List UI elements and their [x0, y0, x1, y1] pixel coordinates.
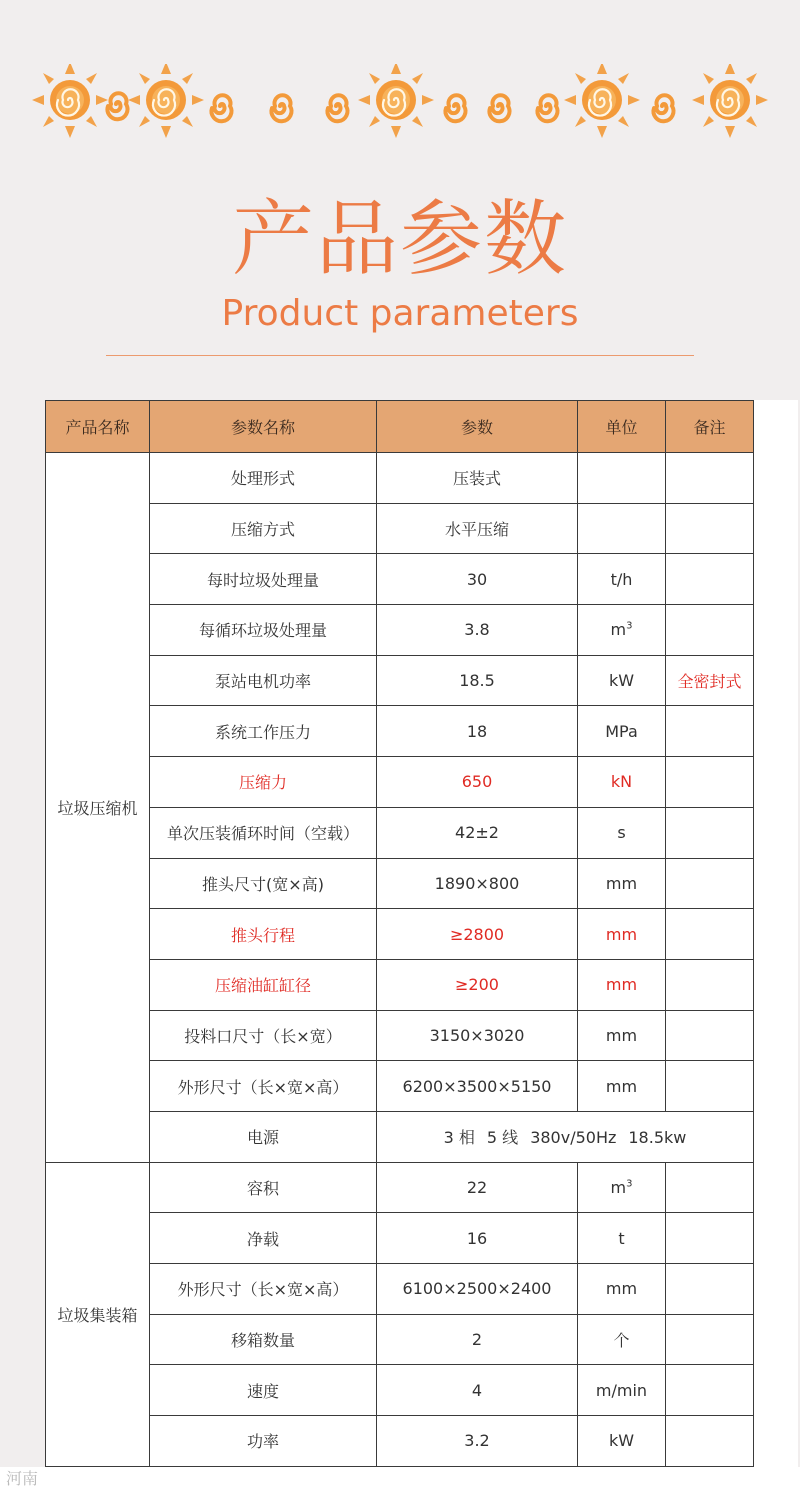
- table-row: [46, 1061, 754, 1112]
- sun-icon: [32, 64, 108, 138]
- table-row: [46, 959, 754, 1010]
- unit-text: m/min: [595, 1380, 648, 1400]
- table-row: [46, 655, 754, 706]
- unit-text: kW: [608, 1431, 635, 1451]
- table-row: [46, 1314, 754, 1365]
- unit-text: 个: [613, 1331, 630, 1351]
- table-row: [46, 503, 754, 554]
- param-value-cell: 2: [377, 1314, 578, 1365]
- spiral-icon: [537, 95, 557, 121]
- table-row-power: [46, 1111, 754, 1162]
- power-spec-part: 3 相: [443, 1128, 475, 1148]
- note-cell: [666, 706, 754, 757]
- param-name-cell: 容积: [150, 1162, 377, 1213]
- unit-cell: [578, 554, 666, 605]
- param-value-cell: 650: [377, 757, 578, 808]
- note-cell: [666, 1010, 754, 1061]
- table-header-row: [46, 401, 754, 453]
- decoration-strip: [0, 64, 800, 140]
- product-name-cell: 垃圾集装箱: [46, 1162, 150, 1466]
- note-cell: 全密封式: [666, 655, 754, 706]
- unit-text: mm: [605, 975, 638, 995]
- table-row: [46, 1264, 754, 1315]
- param-name-cell: 系统工作压力: [150, 706, 377, 757]
- unit-text: mm: [605, 1076, 638, 1096]
- note-cell: [666, 554, 754, 605]
- unit-cell: [578, 605, 666, 656]
- power-spec-cell: [377, 1111, 754, 1162]
- param-value-cell: 3.2: [377, 1416, 578, 1467]
- param-name-cell: 投料口尺寸（长×宽）: [150, 1010, 377, 1061]
- table-row: [46, 1416, 754, 1467]
- unit-text: s: [617, 823, 626, 843]
- header-param-value: 参数: [377, 401, 578, 453]
- note-cell: [666, 1416, 754, 1467]
- param-value-cell: 水平压缩: [377, 503, 578, 554]
- param-name-cell: 压缩油缸缸径: [150, 959, 377, 1010]
- param-value-cell: 3150×3020: [377, 1010, 578, 1061]
- unit-cell: [578, 453, 666, 504]
- note-cell: [666, 807, 754, 858]
- unit-cell: [578, 757, 666, 808]
- spiral-icon: [653, 95, 673, 121]
- unit-cell: [578, 1314, 666, 1365]
- table-row: [46, 453, 754, 504]
- note-cell: [666, 1162, 754, 1213]
- param-value-cell: 30: [377, 554, 578, 605]
- param-value-cell: 6200×3500×5150: [377, 1061, 578, 1112]
- page-title: 产品参数: [231, 192, 568, 287]
- table-row: [46, 1162, 754, 1213]
- sun-icon: [358, 64, 434, 138]
- note-cell: [666, 858, 754, 909]
- unit-text: m: [610, 620, 627, 640]
- table-row: [46, 706, 754, 757]
- param-name-cell: 压缩方式: [150, 503, 377, 554]
- param-value-cell: 4: [377, 1365, 578, 1416]
- param-name-cell: 速度: [150, 1365, 377, 1416]
- unit-text: mm: [605, 924, 638, 944]
- footer-text: 河南: [6, 1469, 39, 1488]
- param-value-cell: ≥2800: [377, 909, 578, 960]
- unit-cell: [578, 1416, 666, 1467]
- param-value-cell: 22: [377, 1162, 578, 1213]
- unit-cell: [578, 1213, 666, 1264]
- table-row: [46, 554, 754, 605]
- spiral-icon: [107, 93, 127, 119]
- param-value-cell: 3.8: [377, 605, 578, 656]
- unit-text: MPa: [605, 721, 638, 741]
- note-cell: [666, 1061, 754, 1112]
- power-spec-part: 5 线: [486, 1128, 519, 1148]
- param-name-cell: 压缩力: [150, 757, 377, 808]
- sun-icon: [564, 64, 640, 138]
- param-value-cell: 16: [377, 1213, 578, 1264]
- param-name-cell: 每循环垃圾处理量: [150, 605, 377, 656]
- unit-cell: [578, 807, 666, 858]
- unit-cell: [578, 1264, 666, 1315]
- table-row: [46, 909, 754, 960]
- note-cell: [666, 757, 754, 808]
- param-name-cell: 单次压装循环时间（空载）: [150, 807, 377, 858]
- param-name-cell: 处理形式: [150, 453, 377, 504]
- sun-icon: [692, 64, 768, 138]
- param-name-cell: 推头尺寸(宽×高): [150, 858, 377, 909]
- spiral-icon: [271, 95, 291, 121]
- spiral-icon: [327, 95, 347, 121]
- parameter-table: [45, 400, 754, 1467]
- param-name-cell: 泵站电机功率: [150, 655, 377, 706]
- header-product-name: 产品名称: [46, 401, 150, 453]
- param-name-cell: 外形尺寸（长×宽×高）: [150, 1264, 377, 1315]
- param-name-cell: 功率: [150, 1416, 377, 1467]
- param-value-cell: 18: [377, 706, 578, 757]
- unit-cell: [578, 1010, 666, 1061]
- table-row: [46, 757, 754, 808]
- param-value-cell: 压装式: [377, 453, 578, 504]
- header-param-name: 参数名称: [150, 401, 377, 453]
- unit-superscript: 3: [626, 1178, 633, 1190]
- power-spec-part: 380v/50Hz: [530, 1128, 617, 1148]
- unit-cell: [578, 909, 666, 960]
- table-row: [46, 1010, 754, 1061]
- unit-cell: [578, 655, 666, 706]
- parameter-table-container: [45, 400, 798, 1467]
- table-row: [46, 1365, 754, 1416]
- unit-text: t: [618, 1228, 625, 1248]
- power-spec-part: 18.5kw: [628, 1128, 687, 1148]
- param-value-cell: 6100×2500×2400: [377, 1264, 578, 1315]
- note-cell: [666, 503, 754, 554]
- unit-text: mm: [605, 873, 638, 893]
- param-name-cell: 每时垃圾处理量: [150, 554, 377, 605]
- spiral-icon: [489, 95, 509, 121]
- page-subtitle: Product parameters: [221, 293, 579, 334]
- table-row: [46, 605, 754, 656]
- header-unit: 单位: [578, 401, 666, 453]
- spiral-icon: [211, 95, 231, 121]
- header-note: 备注: [666, 401, 754, 453]
- unit-cell: [578, 858, 666, 909]
- param-name-cell: 净载: [150, 1213, 377, 1264]
- sun-icon: [128, 64, 204, 138]
- param-name-cell: 移箱数量: [150, 1314, 377, 1365]
- param-value-cell: 18.5: [377, 655, 578, 706]
- spiral-icon: [445, 95, 465, 121]
- note-cell: [666, 1264, 754, 1315]
- unit-cell: [578, 1061, 666, 1112]
- unit-cell: [578, 706, 666, 757]
- unit-cell: [578, 959, 666, 1010]
- param-name-cell: 外形尺寸（长×宽×高）: [150, 1061, 377, 1112]
- note-cell: [666, 959, 754, 1010]
- unit-superscript: 3: [626, 621, 633, 633]
- table-row: [46, 858, 754, 909]
- title-divider: [106, 355, 694, 356]
- param-value-cell: 1890×800: [377, 858, 578, 909]
- param-value-cell: ≥200: [377, 959, 578, 1010]
- note-cell: [666, 1365, 754, 1416]
- footer-strip: [0, 1467, 800, 1489]
- product-name-cell: 垃圾压缩机: [46, 453, 150, 1163]
- table-row: [46, 807, 754, 858]
- unit-cell: [578, 1162, 666, 1213]
- note-cell: [666, 1213, 754, 1264]
- param-name-cell: 推头行程: [150, 909, 377, 960]
- unit-text: kW: [608, 671, 635, 691]
- note-cell: [666, 909, 754, 960]
- param-name-cell: 电源: [150, 1111, 377, 1162]
- unit-text: m: [610, 1177, 627, 1197]
- unit-cell: [578, 503, 666, 554]
- table-row: [46, 1213, 754, 1264]
- unit-cell: [578, 1365, 666, 1416]
- unit-text: kN: [610, 772, 633, 792]
- unit-text: t/h: [610, 569, 633, 589]
- unit-text: mm: [605, 1025, 638, 1045]
- unit-text: mm: [605, 1279, 638, 1299]
- note-cell: [666, 453, 754, 504]
- param-value-cell: 42±2: [377, 807, 578, 858]
- note-cell: [666, 1314, 754, 1365]
- note-cell: [666, 605, 754, 656]
